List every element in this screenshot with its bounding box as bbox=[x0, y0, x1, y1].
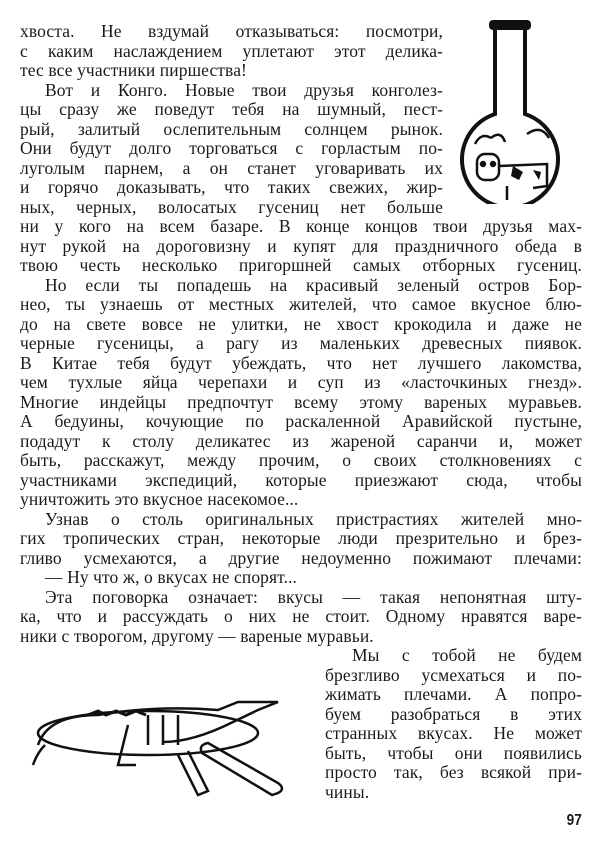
text-line: гливо усмехаются, а другие недоуменно пожимают плечами: bbox=[20, 547, 582, 568]
text-line: жимать плечами. А попро- bbox=[325, 684, 582, 704]
text-line: Но если ты попадешь на красивый зеленый остров Бор- bbox=[45, 274, 582, 295]
text-line: ных, черных, волосатых гусениц нет больше bbox=[20, 196, 443, 217]
text-line: нут рукой на дороговизну и купят для праздничного обеда в bbox=[20, 235, 582, 256]
text-line: Эта поговорка означает: вкусы — такая непонятная шту- bbox=[45, 586, 582, 607]
text-line: Они будут долго торговаться с горластым по- bbox=[20, 138, 443, 158]
text-line: хвоста. Не вздумай отказываться: посмотри, bbox=[20, 21, 443, 41]
text-line: В Китае тебя будут убеждать, что нет лучшего лакомства, bbox=[20, 352, 582, 373]
text-line: быть, чтобы они появились bbox=[325, 742, 582, 763]
text-line: Многие индейцы предпочтут всему этому вареных муравьев. bbox=[20, 391, 582, 412]
text-line: подадут к столу деликатес из жареной саранчи и, может bbox=[20, 430, 582, 451]
text-line: до на свете вовсе не улитки, не хвост крокодила и даже не bbox=[20, 313, 582, 334]
text-line: Узнав о столь оригинальных пристрастиях жителей мно- bbox=[45, 508, 582, 529]
text-line: гих тропических стран, некоторые люди презрительно и брез- bbox=[20, 528, 582, 548]
text-line: ники с творогом, другому — вареные муравьи. bbox=[20, 625, 374, 646]
text-line: твою честь несколько пригоршней самых отборных гусениц. bbox=[20, 255, 582, 275]
text-line: ка, что и рассуждать о них не стоит. Одному нравятся варе- bbox=[20, 606, 582, 626]
text-line: Мы с тобой не будем bbox=[352, 645, 582, 665]
text-line: цы сразу же поведут тебя на шумный, пест- bbox=[20, 99, 443, 119]
text-line: черные гусеницы, а рагу из маленьких древесных пиявок. bbox=[20, 333, 582, 353]
text-line: просто так, без всякой при- bbox=[325, 762, 582, 782]
text-line: — Ну что ж, о вкусах не спорят... bbox=[45, 567, 298, 587]
page-number: 97 bbox=[566, 812, 582, 829]
text-line: А бедуины, кочующие по раскаленной Аравийской пустыне, bbox=[20, 411, 582, 431]
text-line: ни у кого на всем базаре. В конце концов твои друзья мах- bbox=[20, 216, 582, 236]
text-line: странных вкусах. Не может bbox=[325, 723, 582, 743]
crocodile-on-plate-illustration bbox=[28, 685, 308, 805]
text-line: чины. bbox=[325, 781, 370, 802]
text-line: быть, расскажут, между прочим, о своих столкновениях с bbox=[20, 450, 582, 470]
text-line: и горячо доказывать, что таких свежих, жир- bbox=[20, 177, 443, 197]
text-line: тес все участники пиршества! bbox=[20, 60, 247, 80]
text-line: с каким наслаждением уплетают этот делика- bbox=[20, 40, 443, 61]
text-line: уничтожить это вкусное насекомое... bbox=[20, 489, 299, 509]
text-line: рый, залитый ослепительным солнцем рынок. bbox=[20, 118, 443, 139]
text-line: Вот и Конго. Новые твои друзья конголез- bbox=[45, 79, 443, 100]
text-line: буем разобраться в этих bbox=[325, 703, 582, 724]
text-line: брезгливо усмехаться и по- bbox=[325, 664, 582, 685]
text-line: чем тухлые яйца черепахи и суп из «ласточкиных гнезд». bbox=[20, 372, 582, 392]
text-line: нео, ты узнаешь от местных жителей, что самое вкусное блю- bbox=[20, 294, 582, 314]
bottle-with-cow-illustration bbox=[455, 14, 565, 204]
text-line: луголым парнем, а он станет уговаривать их bbox=[20, 157, 443, 178]
text-line: участниками экспедиций, которые приезжают сюда, чтобы bbox=[20, 469, 582, 490]
